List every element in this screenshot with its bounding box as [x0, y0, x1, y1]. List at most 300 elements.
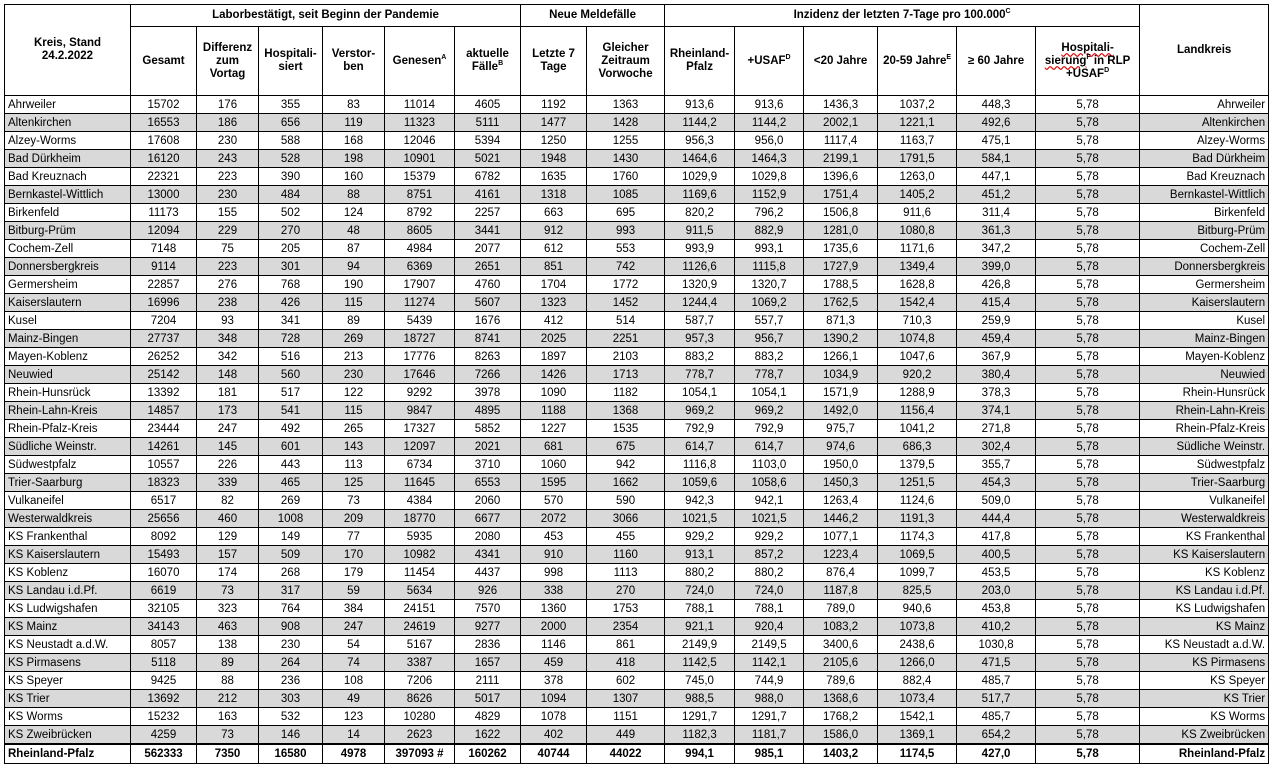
cell-inzidenz-u20: 1117,4	[804, 132, 878, 150]
cell-inzidenz-20-59: 920,2	[878, 366, 957, 384]
cell-genesen: 9292	[385, 384, 455, 402]
cell-kreis: Cochem-Zell	[5, 240, 131, 258]
cell-inzidenz-u20: 1446,2	[804, 510, 878, 528]
table-row	[5, 384, 1269, 402]
cell-gesamt: 6619	[131, 582, 197, 600]
cell-inzidenz-ab-60: 453,8	[957, 600, 1036, 618]
cell-gleicher-zeitraum: 449	[587, 726, 665, 745]
cell-gleicher-zeitraum: 2251	[587, 330, 665, 348]
cell-letzte-7-tage: 663	[521, 204, 587, 222]
cell-inzidenz-20-59: 1542,4	[878, 294, 957, 312]
cell-genesen: 11014	[385, 96, 455, 114]
table-body	[5, 96, 1269, 764]
cell-gesamt: 15493	[131, 546, 197, 564]
cell-hospitalisiert: 509	[259, 546, 323, 564]
cell-gesamt: 13692	[131, 690, 197, 708]
cell-letzte-7-tage: 681	[521, 438, 587, 456]
cell-aktuelle-faelle: 6553	[455, 474, 521, 492]
cell-hospitalisierungsrate: 5,78	[1036, 492, 1140, 510]
cell-inzidenz-rlp: 921,1	[665, 618, 735, 636]
cell-aktuelle-faelle: 4829	[455, 708, 521, 726]
cell-aktuelle-faelle: 1676	[455, 312, 521, 330]
cell-inzidenz-ab-60: 485,7	[957, 672, 1036, 690]
cell-inzidenz-20-59: 1074,8	[878, 330, 957, 348]
cell-kreis: Germersheim	[5, 276, 131, 294]
cell-inzidenz-rlp: 913,1	[665, 546, 735, 564]
cell-gesamt: 17608	[131, 132, 197, 150]
cell-genesen: 5439	[385, 312, 455, 330]
cell-aktuelle-faelle: 5607	[455, 294, 521, 312]
cell-genesen: 9847	[385, 402, 455, 420]
cell-letzte-7-tage: 1323	[521, 294, 587, 312]
cell-kreis: Neuwied	[5, 366, 131, 384]
cell-aktuelle-faelle: 2021	[455, 438, 521, 456]
table-row	[5, 492, 1269, 510]
cell-differenz: 223	[197, 168, 259, 186]
cell-landkreis: Rhein-Pfalz-Kreis	[1140, 420, 1269, 438]
cell-differenz: 129	[197, 528, 259, 546]
cell-gesamt: 18323	[131, 474, 197, 492]
cell-differenz: 173	[197, 402, 259, 420]
cell-inzidenz-20-59: 1542,1	[878, 708, 957, 726]
cell-differenz: 157	[197, 546, 259, 564]
cell-letzte-7-tage: 910	[521, 546, 587, 564]
cell-inzidenz-rlp: 724,0	[665, 582, 735, 600]
cell-inzidenz-ab-60: 355,7	[957, 456, 1036, 474]
cell-hospitalisierungsrate: 5,78	[1036, 186, 1140, 204]
cell-landkreis: Bad Dürkheim	[1140, 150, 1269, 168]
cell-gesamt: 25656	[131, 510, 197, 528]
cell-landkreis: Germersheim	[1140, 276, 1269, 294]
cell-inzidenz-rlp: 1169,6	[665, 186, 735, 204]
cell-genesen: 17646	[385, 366, 455, 384]
cell-hospitalisiert: 768	[259, 276, 323, 294]
cell-inzidenz-u20: 789,0	[804, 600, 878, 618]
cell-inzidenz-ab-60: 471,5	[957, 654, 1036, 672]
cell-inzidenz-ab-60: 400,5	[957, 546, 1036, 564]
cell-genesen: 24151	[385, 600, 455, 618]
cell-hospitalisiert: 541	[259, 402, 323, 420]
cell-letzte-7-tage: 1090	[521, 384, 587, 402]
cell-inzidenz-usaf: 796,2	[735, 204, 804, 222]
cell-inzidenz-usaf: 1054,1	[735, 384, 804, 402]
cell-verstorben: 115	[323, 402, 385, 420]
cell-inzidenz-ab-60: 447,1	[957, 168, 1036, 186]
cell-hospitalisierungsrate: 5,78	[1036, 348, 1140, 366]
cell-letzte-7-tage: 1704	[521, 276, 587, 294]
total-row	[5, 744, 1269, 764]
table-row	[5, 636, 1269, 654]
cell-verstorben: 73	[323, 492, 385, 510]
cell-inzidenz-rlp: 2149,9	[665, 636, 735, 654]
cell-kreis: Mayen-Koblenz	[5, 348, 131, 366]
cell-inzidenz-rlp: 778,7	[665, 366, 735, 384]
cell-hospitalisierungsrate: 5,78	[1036, 636, 1140, 654]
cell-inzidenz-u20: 2199,1	[804, 150, 878, 168]
cell-inzidenz-20-59: 1191,3	[878, 510, 957, 528]
cell-inzidenz-ab-60: 451,2	[957, 186, 1036, 204]
cell-hospitalisierungsrate: 5,78	[1036, 96, 1140, 114]
cell-verstorben: 115	[323, 294, 385, 312]
cell-differenz: 323	[197, 600, 259, 618]
header-kreis: Kreis, Stand 24.2.2022	[5, 5, 131, 96]
cell-inzidenz-usaf: 956,7	[735, 330, 804, 348]
cell-genesen: 7206	[385, 672, 455, 690]
header-group-inz: Inzidenz der letzten 7-Tage pro $100.000^C$	[665, 5, 1140, 27]
cell-gleicher-zeitraum: 675	[587, 438, 665, 456]
cell-inzidenz-rlp: 1244,4	[665, 294, 735, 312]
cell-differenz: 276	[197, 276, 259, 294]
cell-differenz: 145	[197, 438, 259, 456]
cell-landkreis: Altenkirchen	[1140, 114, 1269, 132]
cell-hospitalisierungsrate: 5,78	[1036, 150, 1140, 168]
cell-gesamt: 14261	[131, 438, 197, 456]
table-row	[5, 204, 1269, 222]
cell-gleicher-zeitraum: 1772	[587, 276, 665, 294]
table-row	[5, 474, 1269, 492]
cell-differenz: 7350	[197, 744, 259, 764]
cell-gleicher-zeitraum: 1753	[587, 600, 665, 618]
cell-landkreis: Rhein-Lahn-Kreis	[1140, 402, 1269, 420]
cell-inzidenz-rlp: 929,2	[665, 528, 735, 546]
cell-letzte-7-tage: 338	[521, 582, 587, 600]
cell-inzidenz-rlp: 1464,6	[665, 150, 735, 168]
header-gesamt: Gesamt	[131, 27, 197, 96]
cell-letzte-7-tage: 1426	[521, 366, 587, 384]
cell-inzidenz-rlp: 792,9	[665, 420, 735, 438]
cell-differenz: 243	[197, 150, 259, 168]
cell-inzidenz-usaf: 1058,6	[735, 474, 804, 492]
cell-inzidenz-20-59: 1266,0	[878, 654, 957, 672]
table-row	[5, 726, 1269, 745]
table-row	[5, 114, 1269, 132]
cell-inzidenz-usaf: 792,9	[735, 420, 804, 438]
cell-inzidenz-u20: 1768,2	[804, 708, 878, 726]
table-row	[5, 348, 1269, 366]
table-row	[5, 510, 1269, 528]
cell-verstorben: 269	[323, 330, 385, 348]
cell-inzidenz-u20: 1450,3	[804, 474, 878, 492]
cell-inzidenz-ab-60: 271,8	[957, 420, 1036, 438]
cell-inzidenz-u20: 1586,0	[804, 726, 878, 745]
cell-verstorben: 190	[323, 276, 385, 294]
cell-hospitalisierungsrate: 5,78	[1036, 474, 1140, 492]
cell-landkreis: Kusel	[1140, 312, 1269, 330]
cell-hospitalisierungsrate: 5,78	[1036, 222, 1140, 240]
cell-landkreis: Birkenfeld	[1140, 204, 1269, 222]
cell-gleicher-zeitraum: 1452	[587, 294, 665, 312]
cell-inzidenz-usaf: 882,9	[735, 222, 804, 240]
cell-landkreis: KS Kaiserslautern	[1140, 546, 1269, 564]
cell-inzidenz-usaf: 880,2	[735, 564, 804, 582]
cell-inzidenz-ab-60: 427,0	[957, 744, 1036, 764]
cell-gleicher-zeitraum: 1151	[587, 708, 665, 726]
cell-differenz: 155	[197, 204, 259, 222]
cell-inzidenz-usaf: 1103,0	[735, 456, 804, 474]
cell-letzte-7-tage: 40744	[521, 744, 587, 764]
cell-letzte-7-tage: 1635	[521, 168, 587, 186]
cell-letzte-7-tage: 2025	[521, 330, 587, 348]
cell-inzidenz-20-59: 911,6	[878, 204, 957, 222]
table-row	[5, 402, 1269, 420]
cell-inzidenz-u20: 1396,6	[804, 168, 878, 186]
cell-gesamt: 27737	[131, 330, 197, 348]
cell-inzidenz-u20: 1281,0	[804, 222, 878, 240]
cell-hospitalisiert: 268	[259, 564, 323, 582]
cell-aktuelle-faelle: 2060	[455, 492, 521, 510]
cell-landkreis: Bitburg-Prüm	[1140, 222, 1269, 240]
cell-verstorben: 179	[323, 564, 385, 582]
cell-verstorben: 108	[323, 672, 385, 690]
cell-landkreis: KS Speyer	[1140, 672, 1269, 690]
cell-inzidenz-usaf: 969,2	[735, 402, 804, 420]
cell-hospitalisiert: 601	[259, 438, 323, 456]
cell-hospitalisiert: 390	[259, 168, 323, 186]
header-hospitalisierungsrate: Hospitali-sierung$^F$ in RLP $+USAF^D$	[1036, 27, 1140, 96]
header-gleicher-zeitraum: Gleicher Zeitraum Vorwoche	[587, 27, 665, 96]
cell-landkreis: Kaiserslautern	[1140, 294, 1269, 312]
cell-letzte-7-tage: 402	[521, 726, 587, 745]
cell-landkreis: Neuwied	[1140, 366, 1269, 384]
table-row	[5, 582, 1269, 600]
cell-kreis: KS Zweibrücken	[5, 726, 131, 745]
cell-inzidenz-20-59: 882,4	[878, 672, 957, 690]
cell-gesamt: 16996	[131, 294, 197, 312]
cell-gesamt: 15702	[131, 96, 197, 114]
cell-gleicher-zeitraum: 942	[587, 456, 665, 474]
cell-hospitalisierungsrate: 5,78	[1036, 564, 1140, 582]
cell-letzte-7-tage: 1227	[521, 420, 587, 438]
cell-letzte-7-tage: 1897	[521, 348, 587, 366]
cell-gleicher-zeitraum: 1113	[587, 564, 665, 582]
cell-inzidenz-usaf: 1069,2	[735, 294, 804, 312]
cell-hospitalisierungsrate: 5,78	[1036, 618, 1140, 636]
cell-inzidenz-rlp: 820,2	[665, 204, 735, 222]
cell-kreis: Südwestpfalz	[5, 456, 131, 474]
cell-landkreis: KS Landau i.d.Pf.	[1140, 582, 1269, 600]
cell-inzidenz-ab-60: 584,1	[957, 150, 1036, 168]
cell-inzidenz-usaf: 988,0	[735, 690, 804, 708]
cell-hospitalisiert: 317	[259, 582, 323, 600]
cell-inzidenz-u20: 876,4	[804, 564, 878, 582]
cell-inzidenz-20-59: 1073,8	[878, 618, 957, 636]
cell-gleicher-zeitraum: 514	[587, 312, 665, 330]
cell-kreis: KS Landau i.d.Pf.	[5, 582, 131, 600]
header-ab-60: ≥ 60 Jahre	[957, 27, 1036, 96]
cell-kreis: Donnersbergkreis	[5, 258, 131, 276]
cell-inzidenz-usaf: 1291,7	[735, 708, 804, 726]
cell-differenz: 174	[197, 564, 259, 582]
cell-inzidenz-u20: 1727,9	[804, 258, 878, 276]
cell-inzidenz-u20: 2002,1	[804, 114, 878, 132]
cell-differenz: 138	[197, 636, 259, 654]
cell-aktuelle-faelle: 4895	[455, 402, 521, 420]
cell-verstorben: 230	[323, 366, 385, 384]
cell-kreis: Birkenfeld	[5, 204, 131, 222]
cell-aktuelle-faelle: 5021	[455, 150, 521, 168]
table-row	[5, 672, 1269, 690]
cell-inzidenz-20-59: 1047,6	[878, 348, 957, 366]
cell-gesamt: 11173	[131, 204, 197, 222]
cell-verstorben: 384	[323, 600, 385, 618]
cell-inzidenz-20-59: 1080,8	[878, 222, 957, 240]
header-aktuelle-faelle: aktuelle Fälle$^B$	[455, 27, 521, 96]
table-row	[5, 294, 1269, 312]
cell-inzidenz-rlp: 1059,6	[665, 474, 735, 492]
cell-hospitalisiert: 270	[259, 222, 323, 240]
cell-gleicher-zeitraum: 3066	[587, 510, 665, 528]
cell-landkreis: Vulkaneifel	[1140, 492, 1269, 510]
table-row	[5, 708, 1269, 726]
cell-gesamt: 16553	[131, 114, 197, 132]
header-hospitalisiert: Hospitali-siert	[259, 27, 323, 96]
cell-genesen: 11645	[385, 474, 455, 492]
cell-letzte-7-tage: 1188	[521, 402, 587, 420]
header-landkreis: Landkreis	[1140, 5, 1269, 96]
cell-inzidenz-rlp: 1291,7	[665, 708, 735, 726]
cell-kreis: Bernkastel-Wittlich	[5, 186, 131, 204]
cell-gleicher-zeitraum: 1085	[587, 186, 665, 204]
cell-inzidenz-rlp: 1029,9	[665, 168, 735, 186]
cell-gesamt: 8057	[131, 636, 197, 654]
header-20-59: 20-59 Jahre$^E$	[878, 27, 957, 96]
cell-gesamt: 14857	[131, 402, 197, 420]
cell-inzidenz-rlp: 1021,5	[665, 510, 735, 528]
cell-hospitalisierungsrate: 5,78	[1036, 726, 1140, 745]
cell-verstorben: 83	[323, 96, 385, 114]
cell-inzidenz-rlp: 1144,2	[665, 114, 735, 132]
cell-inzidenz-u20: 1083,2	[804, 618, 878, 636]
cell-verstorben: 4978	[323, 744, 385, 764]
cell-inzidenz-u20: 1436,3	[804, 96, 878, 114]
cell-differenz: 73	[197, 582, 259, 600]
cell-hospitalisiert: 236	[259, 672, 323, 690]
cell-inzidenz-usaf: 1152,9	[735, 186, 804, 204]
cell-gleicher-zeitraum: 1760	[587, 168, 665, 186]
cell-aktuelle-faelle: 5852	[455, 420, 521, 438]
cell-letzte-7-tage: 1250	[521, 132, 587, 150]
cell-landkreis: Südliche Weinstr.	[1140, 438, 1269, 456]
cell-gleicher-zeitraum: 1255	[587, 132, 665, 150]
cell-differenz: 342	[197, 348, 259, 366]
cell-kreis: Rhein-Lahn-Kreis	[5, 402, 131, 420]
cell-hospitalisierungsrate: 5,78	[1036, 582, 1140, 600]
cell-inzidenz-usaf: 1320,7	[735, 276, 804, 294]
table-row	[5, 654, 1269, 672]
cell-landkreis: Mainz-Bingen	[1140, 330, 1269, 348]
cell-differenz: 230	[197, 186, 259, 204]
cell-aktuelle-faelle: 926	[455, 582, 521, 600]
cell-hospitalisierungsrate: 5,78	[1036, 330, 1140, 348]
cell-verstorben: 59	[323, 582, 385, 600]
cell-inzidenz-20-59: 686,3	[878, 438, 957, 456]
cell-verstorben: 247	[323, 618, 385, 636]
cell-aktuelle-faelle: 6782	[455, 168, 521, 186]
cell-verstorben: 170	[323, 546, 385, 564]
cell-inzidenz-rlp: 1054,1	[665, 384, 735, 402]
cell-kreis: KS Kaiserslautern	[5, 546, 131, 564]
cell-inzidenz-ab-60: 417,8	[957, 528, 1036, 546]
cell-gleicher-zeitraum: 553	[587, 240, 665, 258]
cell-hospitalisiert: 764	[259, 600, 323, 618]
cell-inzidenz-usaf: 956,0	[735, 132, 804, 150]
cell-aktuelle-faelle: 4437	[455, 564, 521, 582]
cell-genesen: 11454	[385, 564, 455, 582]
cell-inzidenz-usaf: 857,2	[735, 546, 804, 564]
cell-aktuelle-faelle: 5394	[455, 132, 521, 150]
cell-differenz: 223	[197, 258, 259, 276]
cell-hospitalisiert: 355	[259, 96, 323, 114]
cell-genesen: 5935	[385, 528, 455, 546]
cell-inzidenz-ab-60: 454,3	[957, 474, 1036, 492]
cell-inzidenz-ab-60: 654,2	[957, 726, 1036, 745]
cell-inzidenz-u20: 974,6	[804, 438, 878, 456]
cell-differenz: 460	[197, 510, 259, 528]
cell-inzidenz-u20: 1223,4	[804, 546, 878, 564]
header-letzte-7-tage: Letzte 7 Tage	[521, 27, 587, 96]
cell-hospitalisierungsrate: 5,78	[1036, 114, 1140, 132]
cell-inzidenz-ab-60: 475,1	[957, 132, 1036, 150]
table-row	[5, 366, 1269, 384]
cell-genesen: 15379	[385, 168, 455, 186]
cell-inzidenz-u20: 975,7	[804, 420, 878, 438]
cell-verstorben: 87	[323, 240, 385, 258]
cell-gesamt: 12094	[131, 222, 197, 240]
cell-differenz: 73	[197, 726, 259, 745]
cell-inzidenz-u20: 1762,5	[804, 294, 878, 312]
cell-inzidenz-20-59: 1263,0	[878, 168, 957, 186]
cell-inzidenz-rlp: 1320,9	[665, 276, 735, 294]
cell-verstorben: 125	[323, 474, 385, 492]
cell-aktuelle-faelle: 9277	[455, 618, 521, 636]
cell-gesamt: 7204	[131, 312, 197, 330]
header-usaf: $+USAF^D$	[735, 27, 804, 96]
cell-inzidenz-20-59: 1174,3	[878, 528, 957, 546]
cell-inzidenz-rlp: 994,1	[665, 744, 735, 764]
cell-hospitalisierungsrate: 5,78	[1036, 240, 1140, 258]
cell-inzidenz-20-59: 1163,7	[878, 132, 957, 150]
cell-differenz: 226	[197, 456, 259, 474]
cell-gesamt: 8092	[131, 528, 197, 546]
cell-letzte-7-tage: 1094	[521, 690, 587, 708]
cell-inzidenz-u20: 1077,1	[804, 528, 878, 546]
cell-landkreis: KS Frankenthal	[1140, 528, 1269, 546]
cell-differenz: 176	[197, 96, 259, 114]
cell-gesamt: 16120	[131, 150, 197, 168]
cell-inzidenz-u20: 1368,6	[804, 690, 878, 708]
table-row	[5, 564, 1269, 582]
cell-aktuelle-faelle: 1622	[455, 726, 521, 745]
cell-hospitalisiert: 303	[259, 690, 323, 708]
table-row	[5, 600, 1269, 618]
cell-landkreis: KS Neustadt a.d.W.	[1140, 636, 1269, 654]
cell-genesen: 10982	[385, 546, 455, 564]
cell-inzidenz-ab-60: 380,4	[957, 366, 1036, 384]
cell-hospitalisiert: 492	[259, 420, 323, 438]
cell-hospitalisierungsrate: 5,78	[1036, 546, 1140, 564]
cell-hospitalisierungsrate: 5,78	[1036, 402, 1140, 420]
cell-inzidenz-usaf: 1115,8	[735, 258, 804, 276]
cell-hospitalisierungsrate: 5,78	[1036, 204, 1140, 222]
cell-landkreis: Rheinland-Pfalz	[1140, 744, 1269, 764]
cell-genesen: 11274	[385, 294, 455, 312]
table-row	[5, 546, 1269, 564]
table-row	[5, 240, 1269, 258]
cell-inzidenz-usaf: 942,1	[735, 492, 804, 510]
cell-inzidenz-usaf: 913,6	[735, 96, 804, 114]
cell-kreis: KS Worms	[5, 708, 131, 726]
cell-landkreis: Cochem-Zell	[1140, 240, 1269, 258]
